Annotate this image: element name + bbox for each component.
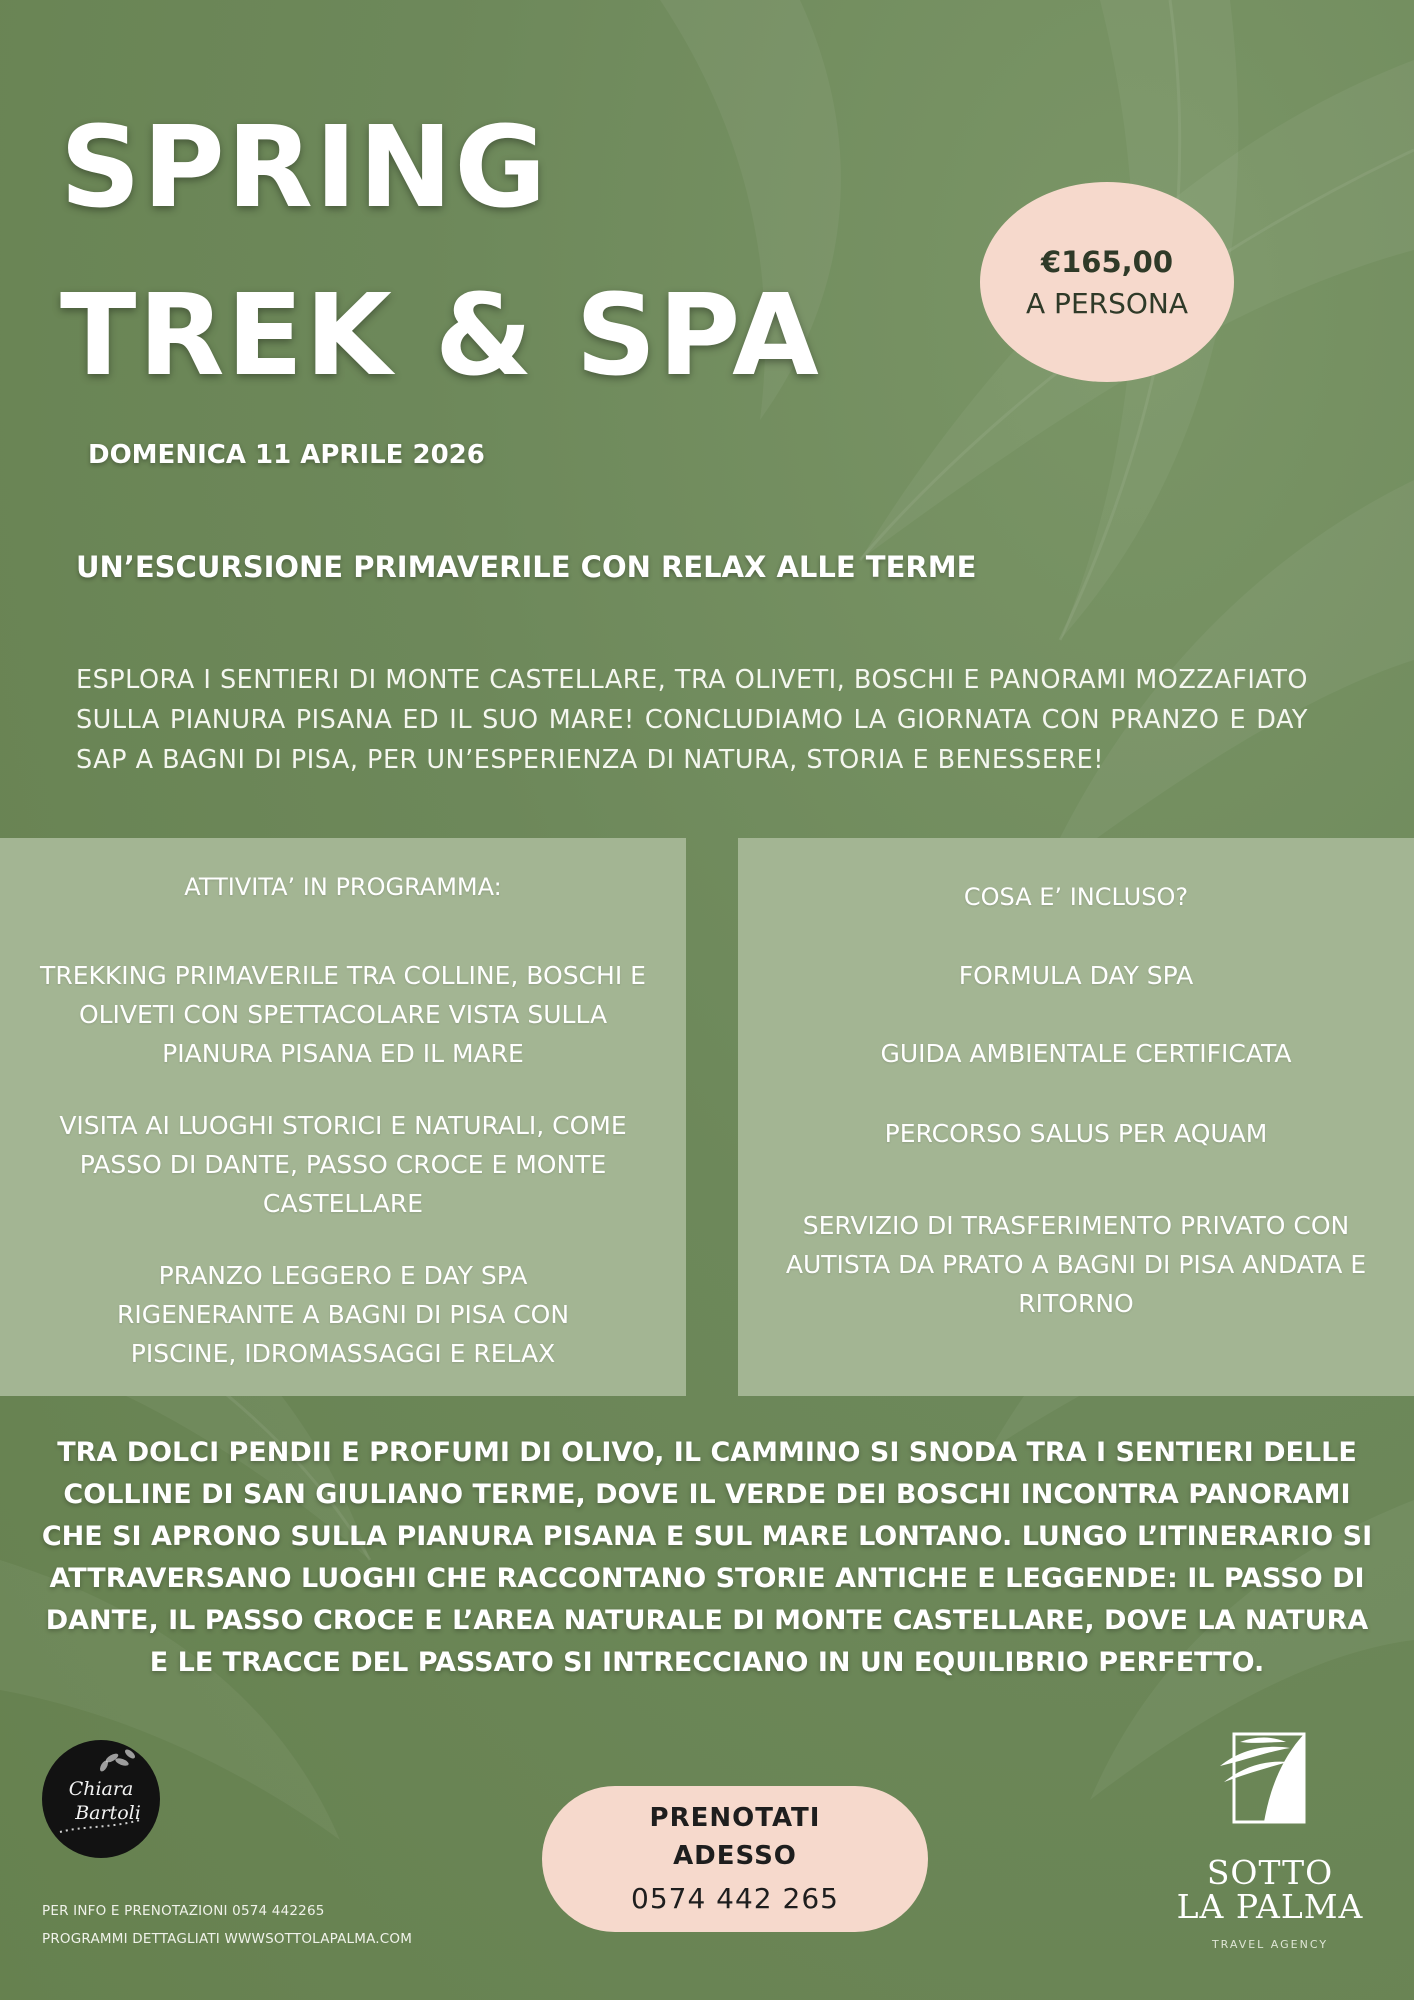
cta-line-1: PRENOTATI [649, 1803, 821, 1833]
program-heading: ATTIVITA’ IN PROGRAMMA: [184, 873, 502, 901]
logo-first-name: Chiara [68, 1778, 134, 1800]
info-line: PER INFO E PRENOTAZIONI 0574 442265 [42, 1903, 325, 1919]
included-item: PERCORSO SALUS PER AQUAM [884, 1119, 1268, 1148]
subtitle: UN’ESCURSIONE PRIMAVERILE CON RELAX ALLE TERME [76, 550, 977, 584]
event-date: DOMENICA 11 APRILE 2026 [88, 440, 485, 470]
included-item: FORMULA DAY SPA [958, 961, 1194, 990]
program-item: VISITA AI LUOGHI STORICI E NATURALI, COME PASSO DI DANTE, PASSO CROCE E MONTE CASTELLARE [59, 1111, 627, 1218]
programs-line: PROGRAMMI DETTAGLIATI WWWSOTTOLAPALMA.COM [42, 1931, 413, 1947]
agency-name-line-1: SOTTO [1206, 1853, 1334, 1892]
description-text: TRA DOLCI PENDII E PROFUMI DI OLIVO, IL CAMMINO SI SNODA TRA I SENTIERI DELLE COLLINE DI SAN GIULIANO TERME, DOVE IL VERDE DEI BOSCHI INCONTRA PANORAMI CHE SI APRONO SULLA PIANURA PISANA E SUL MARE LONTANO. LUNGO L’ITINERARIO SI ATTRAVERSANO LUOGHI CHE RACCONTANO STORIE ANTICHE E LEGGENDE: IL PASSO DI DANTE, IL PASSO CROCE E L’AREA NATURALE DI MONTE CASTELLARE, DOVE LA NATURA E LE TRACCE DEL PASSATO SI INTRECCIANO IN UN EQUILIBRIO PERFETTO. [41, 1437, 1373, 1678]
chiara-bartoli-logo [42, 1740, 160, 1858]
title-line-2: TREK & SPA [60, 271, 821, 401]
program-item: PRANZO LEGGERO E DAY SPA RIGENERANTE A BAGNI DI PISA CON PISCINE, IDROMASSAGGI E RELAX [116, 1261, 570, 1368]
price-amount: €165,00 [1040, 244, 1174, 279]
program-item: TREKKING PRIMAVERILE TRA COLLINE, BOSCHI E OLIVETI CON SPETTACOLARE VISTA SULLA PIANURA PISANA ED IL MARE [40, 961, 646, 1068]
included-heading: COSA E’ INCLUSO? [963, 883, 1189, 911]
price-badge [980, 182, 1234, 382]
program-panel [0, 838, 686, 1396]
title-line-1: SPRING [60, 103, 549, 233]
agency-name-line-2: LA PALMA [1176, 1887, 1364, 1926]
included-item: GUIDA AMBIENTALE CERTIFICATA [880, 1039, 1292, 1068]
book-now-button[interactable] [542, 1786, 928, 1932]
intro-text: ESPLORA I SENTIERI DI MONTE CASTELLARE, TRA OLIVETI, BOSCHI E PANORAMI MOZZAFIATO SULLA PIANURA PISANA ED IL SUO MARE! CONCLUDIAMO LA GIORNATA CON PRANZO E DAY SAP A BAGNI DI PISA, PER UN’ESPERIENZA DI NATURA, STORIA E BENESSERE! [76, 665, 1308, 775]
palm-logo-icon [1220, 1728, 1310, 1828]
agency-tagline: TRAVEL AGENCY [1211, 1938, 1329, 1951]
included-item: SERVIZIO DI TRASFERIMENTO PRIVATO CON AUTISTA DA PRATO A BAGNI DI PISA ANDATA E RITORNO [785, 1211, 1367, 1318]
logo-last-name: Bartoli [75, 1802, 141, 1824]
price-per-person: A PERSONA [1026, 286, 1188, 320]
cta-line-2: ADESSO [673, 1841, 797, 1871]
cta-phone: 0574 442 265 [631, 1882, 839, 1915]
included-panel [738, 838, 1414, 1396]
